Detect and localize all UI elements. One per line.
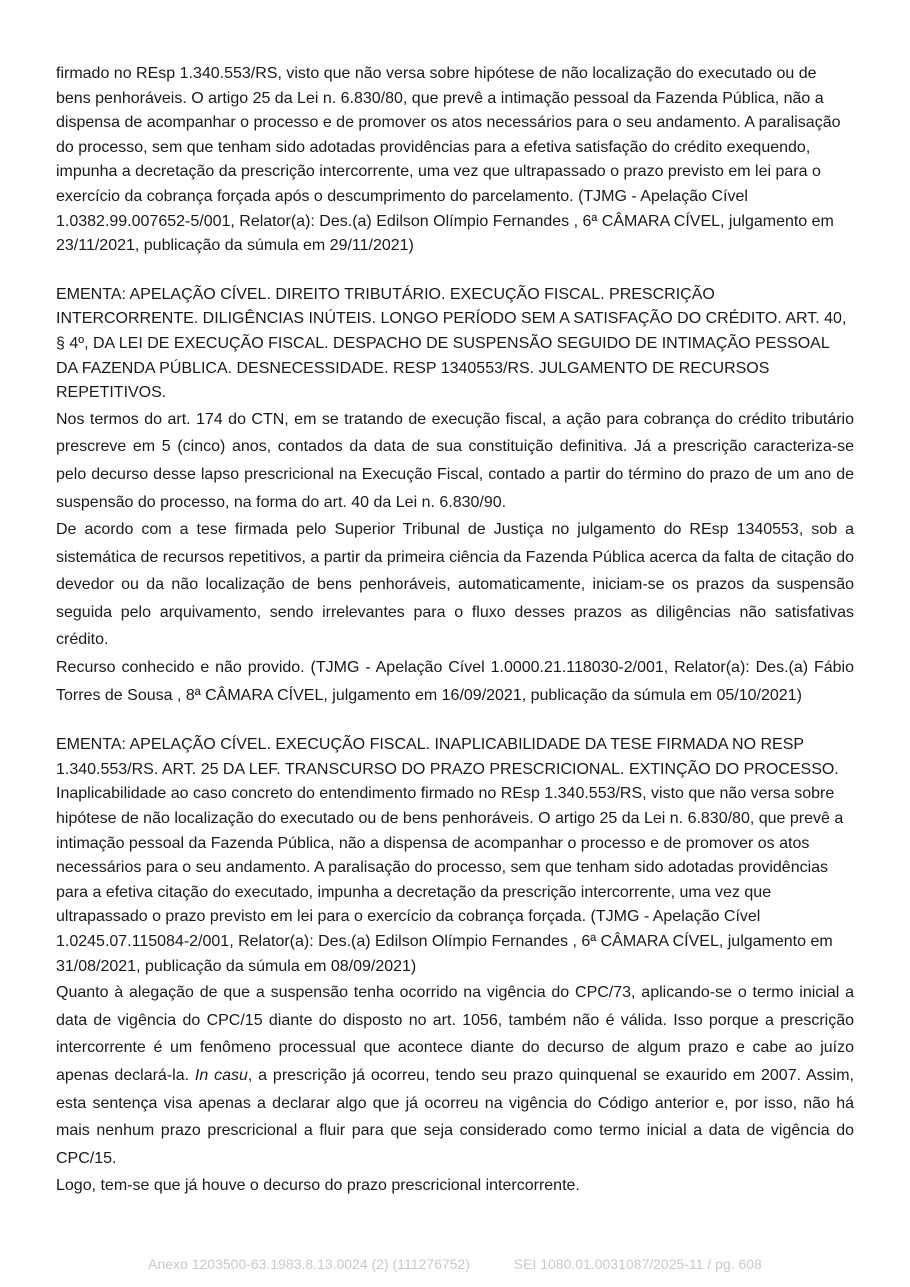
paragraph-ctn: Nos termos do art. 174 do CTN, em se tratando de execução fiscal, a ação para cobrança do crédito tributário prescreve em 5 (cinco) anos, contados da data de sua constituição definitiva. Já a prescrição caracteriza-se pelo decurso desse lapso prescricional na Execução Fiscal, contado a partir do término do prazo de um ano de suspensão do processo, na forma do art. 40 da Lei n. 6.830/90.	[56, 410, 854, 511]
text-segment: Quanto à alegação de que a suspensão tenha ocorrido na vigência do CPC/73, aplicando-se o termo inicial a data de vigência do CPC/15 diante do disposto no art. 1056, também não é válida. Isso porque a prescrição intercorrente é um fenômeno processual que acontece diante do decurso de algum prazo e cabe ao juízo apenas declará-la.	[56, 984, 854, 1084]
text-segment: , a prescrição já ocorreu, tendo seu prazo quinquenal se exaurido em 2007. Assim, esta sentença visa apenas a declarar algo que já ocorreu na vigência do Código anterior e, por isso, não há mais nenhum prazo prescricional a fluir para que seja considerado como termo inicial a data de vigência do CPC/15.	[56, 1066, 854, 1167]
spacer	[56, 709, 854, 733]
page-footer	[0, 1256, 910, 1272]
italic-in-casu: In casu	[194, 1066, 248, 1084]
document-body	[56, 62, 854, 1200]
paragraph-appeal-result: Recurso conhecido e não provido. (TJMG - Apelação Cível 1.0000.21.118030-2/001, Relator(a): Des.(a) Fábio Torres de Sousa , 8ª CÂMARA CÍVEL, julgamento em 16/09/2021, publicação da súmula em 05/10/2021)	[56, 659, 854, 704]
footer-sei-ref: SEI 1080.01.0031087/2025-11 / pg. 608	[513, 1256, 762, 1272]
ementa-heading-2: EMENTA: APELAÇÃO CÍVEL. DIREITO TRIBUTÁRIO. EXECUÇÃO FISCAL. PRESCRIÇÃO INTERCORRENTE. DILIGÊNCIAS INÚTEIS. LONGO PERÍODO SEM A SATISFAÇÃO DO CRÉDITO. ART. 40, § 4º, DA LEI DE EXECUÇÃO FISCAL. DESPACHO DE SUSPENSÃO SEGUIDO DE INTIMAÇÃO PESSOAL DA FAZENDA PÚBLICA. DESNECESSIDADE. RESP 1340553/RS. JULGAMENTO DE RECURSOS REPETITIVOS.	[56, 285, 847, 402]
paragraph-cpc-argument	[56, 979, 854, 1172]
paragraph-stj-thesis: De acordo com a tese firmada pelo Superior Tribunal de Justiça no julgamento do REsp 1340553, sob a sistemática de recursos repetitivos, a partir da primeira ciência da Fazenda Pública acerca da falta de citação do devedor ou da não localização de bens penhoráveis, automaticamente, iniciam-se os prazos da suspensão seguida pelo arquivamento, sendo irrelevantes para o fluxo desses prazos as diligências não satisfativas crédito.	[56, 521, 854, 649]
paragraph-conclusion: Logo, tem-se que já houve o decurso do prazo prescricional intercorrente.	[56, 1177, 580, 1195]
ementa-paragraph-3: EMENTA: APELAÇÃO CÍVEL. EXECUÇÃO FISCAL. INAPLICABILIDADE DA TESE FIRMADA NO RESP 1.340.553/RS. ART. 25 DA LEF. TRANSCURSO DO PRAZO PRESCRICIONAL. EXTINÇÃO DO PROCESSO. Inaplicabilidade ao caso concreto do entendimento firmado no REsp 1.340.553/RS, visto que não versa sobre hipótese de não localização do executado ou de bens penhoráveis. O artigo 25 da Lei n. 6.830/80, que prevê a intimação pessoal da Fazenda Pública, não a dispensa de acompanhar o processo e de promover os atos necessários para o seu andamento. A paralisação do processo, sem que tenham sido adotadas providências para a efetiva citação do executado, impunha a decretação da prescrição intercorrente, uma vez que ultrapassado o prazo previsto em lei para o exercício da cobrança forçada. (TJMG - Apelação Cível 1.0245.07.115084-2/001, Relator(a): Des.(a) Edilson Olímpio Fernandes , 6ª CÂMARA CÍVEL, julgamento em 31/08/2021, publicação da súmula em 08/09/2021)	[56, 736, 844, 975]
footer-annex-ref: Anexo 1203500-63.1983.8.13.0024 (2) (111276752)	[148, 1256, 470, 1272]
paragraph-citation-1: firmado no REsp 1.340.553/RS, visto que não versa sobre hipótese de não localização do executado ou de bens penhoráveis. O artigo 25 da Lei n. 6.830/80, que prevê a intimação pessoal da Fazenda Pública, não a dispensa de acompanhar o processo e de promover os atos necessários para o seu andamento. A paralisação do processo, sem que tenham sido adotadas providências para a efetiva satisfação do crédito exequendo, impunha a decretação da prescrição intercorrente, uma vez que ultrapassado o prazo previsto em lei para o exercício da cobrança forçada após o descumprimento do parcelamento. (TJMG - Apelação Cível 1.0382.99.007652-5/001, Relator(a): Des.(a) Edilson Olímpio Fernandes , 6ª CÂMARA CÍVEL, julgamento em 23/11/2021, publicação da súmula em 29/11/2021)	[56, 65, 841, 255]
